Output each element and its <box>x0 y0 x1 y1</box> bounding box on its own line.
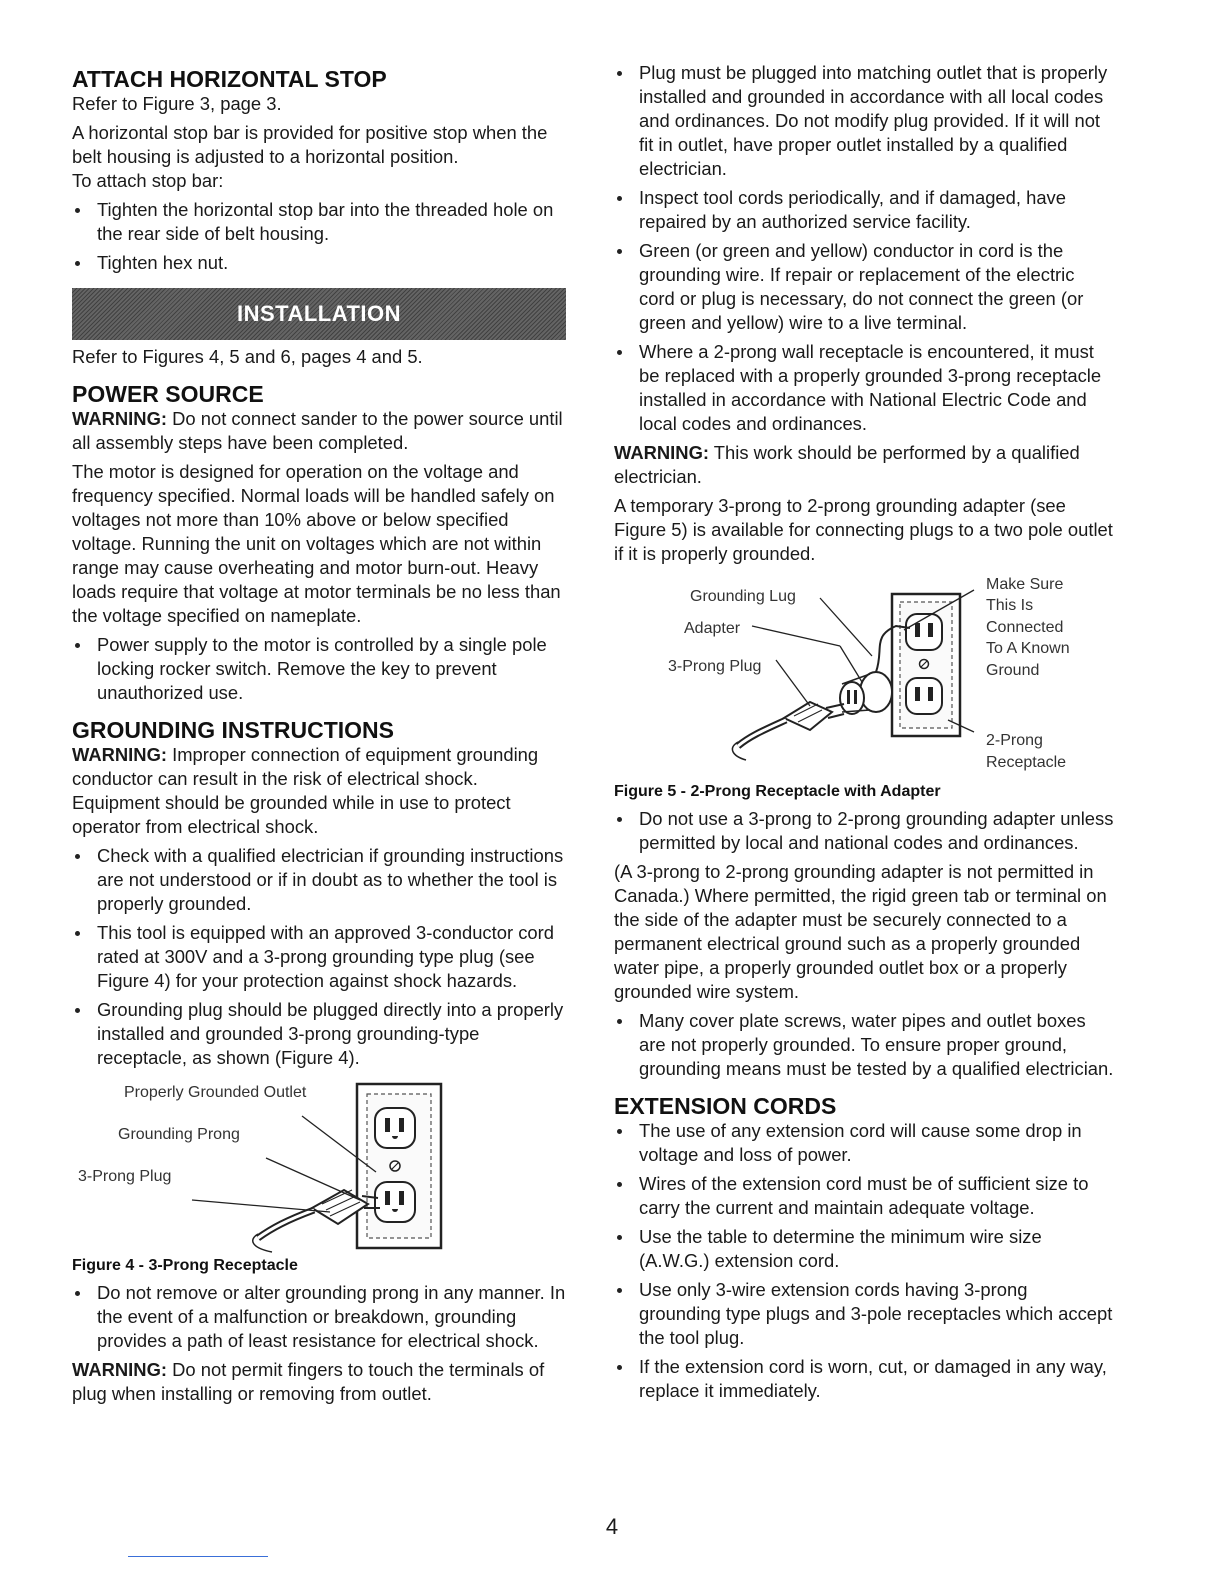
attach-heading: ATTACH HORIZONTAL STOP <box>72 66 387 92</box>
warning-text: Do not connect sander to the power source until all assembly steps have been completed. <box>72 408 563 453</box>
adapter <box>860 672 892 712</box>
attach-intro: To attach stop bar: <box>72 170 224 191</box>
attach-bullets <box>72 198 566 275</box>
page-number: 4 <box>605 1514 619 1539</box>
grounding-bullets-2 <box>72 1281 566 1353</box>
list-item: Where a 2-prong wall receptacle is encountered, it must be replaced with a properly grounded 3-prong receptacle installed in accordance with National Electric Code and local codes and ordinances. <box>614 340 1114 436</box>
figure-4 <box>72 1078 566 1256</box>
warning-label: WARNING: <box>72 408 168 429</box>
canada-note: (A 3-prong to 2-prong grounding adapter is not permitted in Canada.) Where permitted, the rigid green tab or terminal on the side of the adapter must be securely connected to a permanent electrical ground such as a properly grounded water pipe, a properly grounded outlet box or a properly grounded wire system. <box>614 861 1107 1002</box>
extension-heading: EXTENSION CORDS <box>614 1093 837 1119</box>
installation-title: INSTALLATION <box>236 301 402 326</box>
list-item: Check with a qualified electrician if grounding instructions are not understood or if in doubt as to whether the tool is properly grounded. <box>72 844 566 916</box>
power-desc: The motor is designed for operation on the voltage and frequency specified. Normal loads will be handled safely on voltages not more than 10% above or below specified voltage. Running the unit on voltages which are not within range may cause overheating and motor burn-out. Heavy loads require that voltage at motor terminals be no less than the voltage specified on nameplate. <box>72 461 561 626</box>
list-item: Power supply to the motor is controlled by a single pole locking rocker switch. Remove the key to prevent unauthorized use. <box>72 633 566 705</box>
electrician-warning <box>614 441 1114 489</box>
right-column <box>614 64 1114 1403</box>
warning-label: WARNING: <box>614 442 710 463</box>
grounding-warning <box>72 743 566 839</box>
list-item: Use only 3-wire extension cords having 3-prong grounding type plugs and 3-pole receptacles which accept the tool plug. <box>614 1278 1114 1350</box>
label-to-a-known: To A Known <box>986 640 1070 657</box>
label-grounded-outlet: Properly Grounded Outlet <box>124 1084 307 1101</box>
warning-label: WARNING: <box>72 744 168 765</box>
plug-body <box>784 702 832 730</box>
leader-plug <box>192 1200 330 1212</box>
label-grounding-prong: Grounding Prong <box>118 1126 240 1143</box>
label-receptacle: Receptacle <box>986 754 1067 771</box>
cover-plate-bullets <box>614 1009 1114 1081</box>
attach-ref: Refer to Figure 3, page 3. <box>72 93 282 114</box>
extension-bullets <box>614 1119 1114 1403</box>
label-3-prong-plug: 3-Prong Plug <box>668 658 762 675</box>
grounding-heading: GROUNDING INSTRUCTIONS <box>72 717 394 743</box>
list-item: If the extension cord is worn, cut, or damaged in any way, replace it immediately. <box>614 1355 1114 1403</box>
leader-plug <box>776 660 810 706</box>
leader-lug <box>820 598 872 656</box>
list-item: Grounding plug should be plugged directly into a properly installed and grounded 3-prong grounding-type receptacle, as shown (Figure 4). <box>72 998 566 1070</box>
list-item: Tighten the horizontal stop bar into the threaded hole on the rear side of belt housing. <box>72 198 566 246</box>
left-column <box>72 64 566 1406</box>
list-item: Many cover plate screws, water pipes and outlet boxes are not properly grounded. To ensure proper ground, grounding means must be tested by a qualified electrician. <box>614 1009 1114 1081</box>
adapter-bullets <box>614 807 1114 855</box>
installation-ref: Refer to Figures 4, 5 and 6, pages 4 and 5. <box>72 346 423 367</box>
receptacle-top <box>375 1108 415 1148</box>
terminal-warning <box>72 1358 566 1406</box>
warning-text: This work should be performed by a qualified electrician. <box>614 442 1080 487</box>
list-item: Do not remove or alter grounding prong in any manner. In the event of a malfunction or breakdown, grounding provides a path of least resistance for electrical shock. <box>72 1281 566 1353</box>
adapter-desc: A temporary 3-prong to 2-prong grounding adapter (see Figure 5) is available for connecting plugs to a two pole outlet if it is properly grounded. <box>614 495 1113 564</box>
installation-banner <box>72 288 566 340</box>
power-bullets <box>72 633 566 705</box>
label-adapter: Adapter <box>684 620 741 637</box>
list-item: Tighten hex nut. <box>72 251 566 275</box>
label-make-sure: Make Sure <box>986 576 1064 593</box>
list-item: Plug must be plugged into matching outlet that is properly installed and grounded in accordance with all local codes and ordinances. Do not modify plug provided. If it will not fit in outlet, have proper outlet installed by a qualified electrician. <box>614 61 1114 181</box>
outlet-bullets <box>614 61 1114 436</box>
list-item: Inspect tool cords periodically, and if damaged, have repaired by an authorized service facility. <box>614 186 1114 234</box>
label-connected: Connected <box>986 619 1064 636</box>
figure-4-illustration <box>72 1078 566 1256</box>
attach-desc: A horizontal stop bar is provided for positive stop when the belt housing is adjusted to a horizontal position. <box>72 122 548 167</box>
warning-label: WARNING: <box>72 1359 168 1380</box>
leader-prong <box>266 1158 360 1200</box>
label-ground: Ground <box>986 662 1040 679</box>
list-item: Do not use a 3-prong to 2-prong grounding adapter unless permitted by local and national codes and ordinances. <box>614 807 1114 855</box>
warning-text: Do not permit fingers to touch the terminals of plug when installing or removing from outlet. <box>72 1359 545 1404</box>
label-grounding-lug: Grounding Lug <box>690 588 796 605</box>
warning-text: Improper connection of equipment grounding conductor can result in the risk of electrical shock. Equipment should be grounded while in use to protect operator from electrical shock. <box>72 744 539 837</box>
grounding-bullets <box>72 844 566 1070</box>
figure-5 <box>614 570 1114 782</box>
power-warning <box>72 407 566 455</box>
list-item: The use of any extension cord will cause some drop in voltage and loss of power. <box>614 1119 1114 1167</box>
footer-rule <box>128 1556 268 1557</box>
label-this-is: This Is <box>986 597 1034 614</box>
figure-4-caption: Figure 4 - 3-Prong Receptacle <box>72 1257 298 1274</box>
list-item: This tool is equipped with an approved 3-conductor cord rated at 300V and a 3-prong grounding type plug (see Figure 4) for your protection against shock hazards. <box>72 921 566 993</box>
receptacle-bottom <box>375 1182 415 1222</box>
list-item: Use the table to determine the minimum wire size (A.W.G.) extension cord. <box>614 1225 1114 1273</box>
figure-5-caption: Figure 5 - 2-Prong Receptacle with Adapter <box>614 783 941 800</box>
label-3-prong-plug: 3-Prong Plug <box>78 1168 172 1185</box>
receptacle-top <box>906 614 942 650</box>
power-heading: POWER SOURCE <box>72 381 264 407</box>
list-item: Wires of the extension cord must be of sufficient size to carry the current and maintain adequate voltage. <box>614 1172 1114 1220</box>
leader-adapter <box>752 626 840 646</box>
list-item: Green (or green and yellow) conductor in cord is the grounding wire. If repair or replacement of the electric cord or plug is necessary, do not connect the green (or green and yellow) wire to a live terminal. <box>614 239 1114 335</box>
receptacle-bottom <box>906 678 942 714</box>
label-2-prong: 2-Prong <box>986 732 1043 749</box>
